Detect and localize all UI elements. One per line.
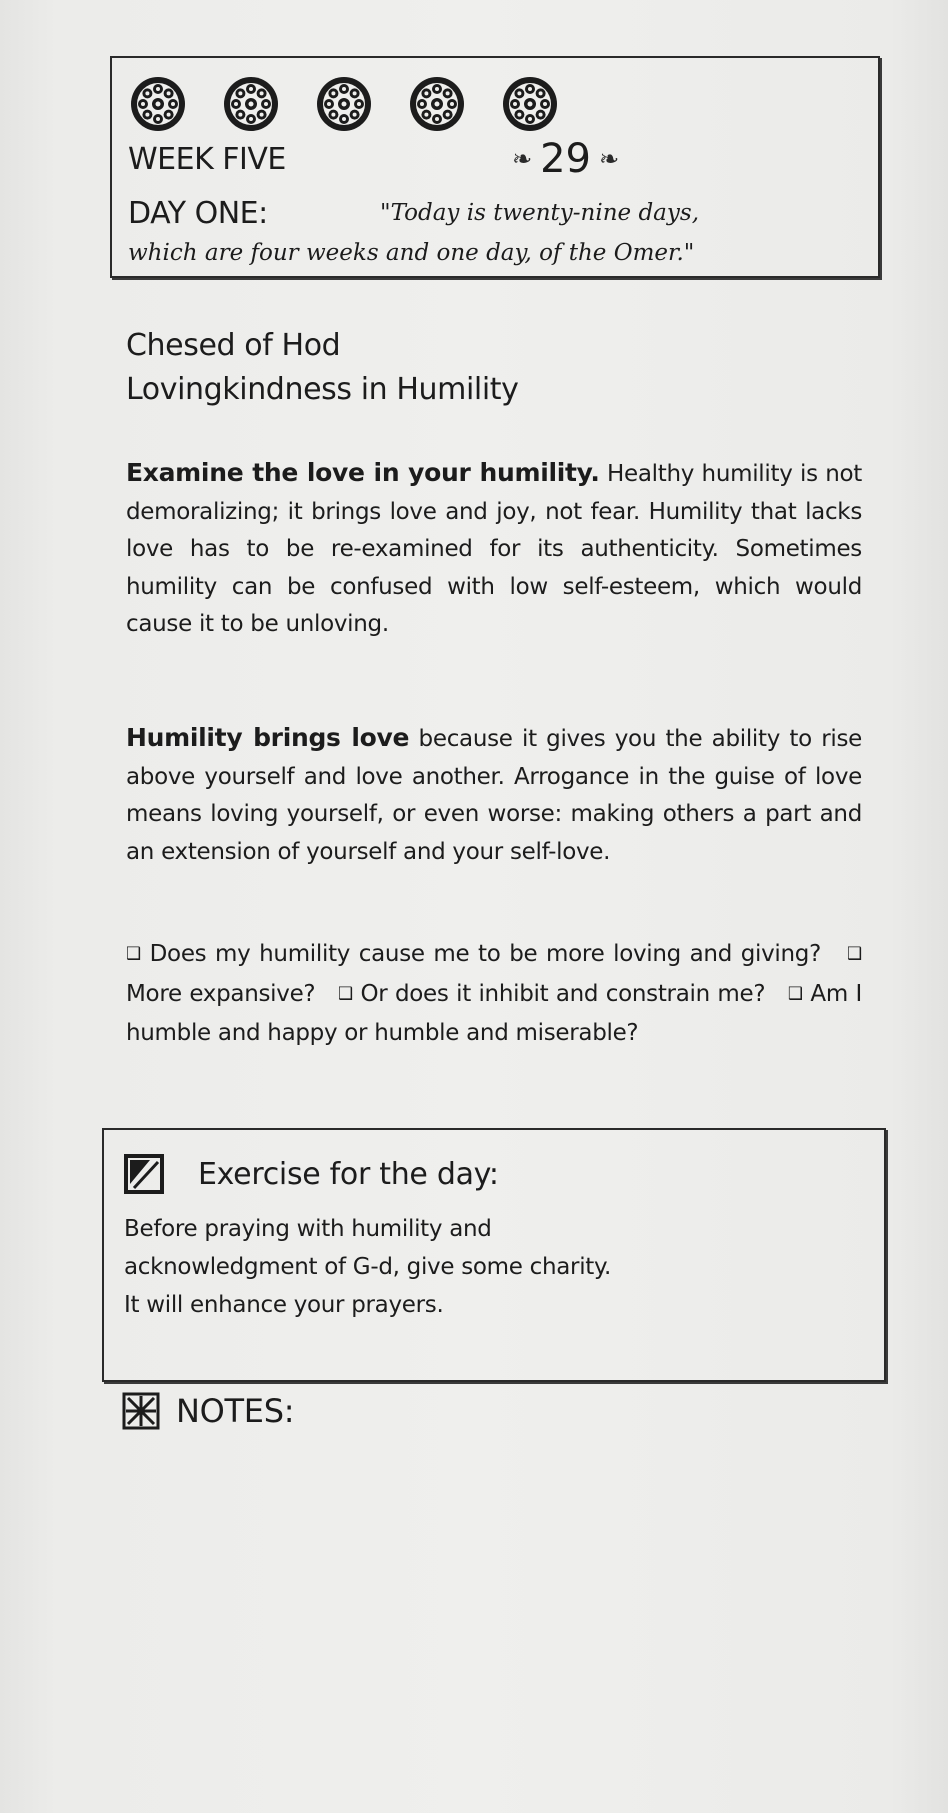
omer-count-line-2: which are four weeks and one day, of the Omer." (128, 240, 695, 266)
paragraph-2-body: because it gives you the ability to rise above yourself and love another. Arrogance in the guise of love means loving yourself, or even worse: making others a part and an extension of yourself and your self-love. (126, 726, 863, 865)
paragraph-examine (126, 454, 862, 644)
paragraph-1-body: Healthy humility is not demoralizing; it brings love and joy, not fear. Humility that lacks love has to be re-examined for its authenticity. Sometimes humility can be confused with low self-esteem, which would cause it to be unloving. (126, 461, 863, 637)
day-number-text: 29 (540, 136, 592, 182)
question-1: Does my humility cause me to be more loving and giving? (149, 941, 821, 967)
questions-list (126, 936, 862, 1053)
wheel-icon (407, 74, 467, 134)
checkbox-icon: ❑ (126, 944, 141, 964)
asterisk-box-icon (122, 1392, 160, 1430)
wheel-icon (221, 74, 281, 134)
checkbox-icon: ❑ (787, 983, 803, 1004)
wheel-icon (500, 74, 560, 134)
ornament-left-icon: ❧ (512, 145, 533, 173)
title-translation: Lovingkindness in Humility (126, 372, 519, 407)
wheel-icon (128, 74, 188, 134)
exercise-box (102, 1128, 886, 1382)
exercise-title: Exercise for the day: (198, 1156, 499, 1192)
week-label: WEEK FIVE (128, 142, 286, 177)
paragraph-1-lead: Examine the love in your humility. (126, 458, 600, 487)
paragraph-humility-brings-love (126, 719, 862, 871)
exercise-header (124, 1154, 499, 1194)
day-number (512, 136, 619, 182)
exercise-line-2: acknowledgment of G-d, give some charity. (124, 1254, 612, 1280)
omer-count-line-1: "Today is twenty-nine days, (380, 200, 700, 226)
day-header-box (110, 56, 880, 278)
question-3: Or does it inhibit and constrain me? (360, 980, 766, 1007)
day-label: DAY ONE: (128, 196, 268, 231)
title-sefira: Chesed of Hod (126, 328, 341, 363)
exercise-line-3: It will enhance your prayers. (124, 1292, 444, 1318)
checkbox-icon: ❑ (847, 944, 862, 964)
pencil-square-icon (124, 1154, 164, 1194)
wheel-icon (314, 74, 374, 134)
question-4: Am I humble and happy or humble and miserable? (126, 980, 862, 1046)
exercise-body (124, 1210, 864, 1324)
exercise-line-1: Before praying with humility and (124, 1216, 492, 1242)
ornament-right-icon: ❧ (599, 145, 620, 173)
notes-section (122, 1392, 294, 1430)
checkbox-icon: ❑ (337, 983, 353, 1004)
day-title (126, 324, 519, 412)
notes-label: NOTES: (176, 1392, 295, 1430)
question-2: More expansive? (126, 980, 316, 1007)
wheel-row (128, 74, 560, 134)
paragraph-2-lead: Humility brings love (126, 723, 410, 752)
